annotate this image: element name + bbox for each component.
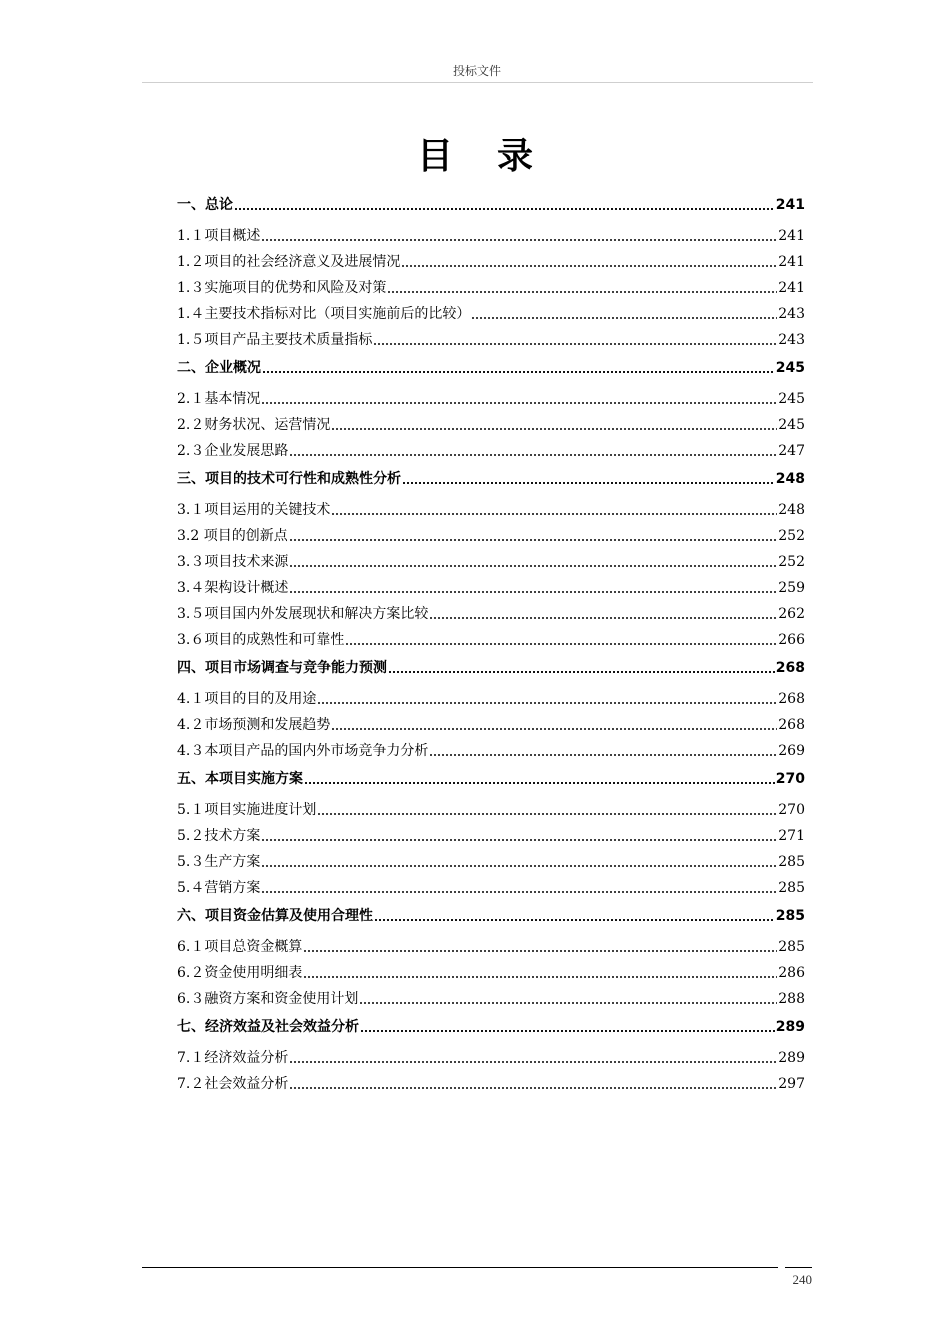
toc-entry-label: 3.５项目国内外发展现状和解决方案比较: [177, 606, 429, 622]
toc-entry-label: 7.２社会效益分析: [177, 1076, 289, 1092]
toc-dot-leader: [289, 447, 777, 457]
toc-entry-page: 241: [775, 197, 805, 213]
toc-entry-label: 6.２资金使用明细表: [177, 965, 303, 981]
toc-entry-page: 243: [778, 332, 805, 348]
toc-subsection-entry[interactable]: [177, 493, 805, 519]
toc-entry-page: 248: [778, 502, 805, 518]
toc-dot-leader: [289, 532, 778, 542]
toc-dot-leader: [471, 310, 777, 320]
toc-dot-leader: [234, 201, 775, 211]
toc-section-entry[interactable]: [177, 897, 805, 930]
toc-section-entry[interactable]: [177, 1008, 805, 1041]
toc-subsection-entry[interactable]: [177, 956, 805, 982]
toc-entry-label: 5.３生产方案: [177, 854, 261, 870]
toc-subsection-entry[interactable]: [177, 1041, 805, 1067]
toc-entry-label: 2.２财务状况、运营情况: [177, 417, 331, 433]
toc-dot-leader: [388, 664, 775, 674]
toc-dot-leader: [304, 775, 775, 785]
toc-entry-page: 245: [778, 391, 805, 407]
toc-dot-leader: [289, 558, 777, 568]
toc-entry-label: 6.３融资方案和资金使用计划: [177, 991, 359, 1007]
toc-entry-label: 6.１项目总资金概算: [177, 939, 303, 955]
toc-entry-label: 1.３实施项目的优势和风险及对策: [177, 280, 387, 296]
toc-subsection-entry[interactable]: [177, 245, 805, 271]
toc-entry-page: 268: [778, 691, 805, 707]
toc-entry-page: 297: [778, 1076, 805, 1092]
toc-section-entry[interactable]: [177, 760, 805, 793]
toc-entry-page: 248: [775, 471, 805, 487]
page-header: 投标文件: [452, 64, 501, 78]
toc-dot-leader: [401, 258, 777, 268]
toc-entry-label: 3.４架构设计概述: [177, 580, 289, 596]
toc-subsection-entry[interactable]: [177, 545, 805, 571]
toc-entry-label: 4.１项目的目的及用途: [177, 691, 317, 707]
toc-subsection-entry[interactable]: [177, 734, 805, 760]
toc-entry-page: 269: [778, 743, 805, 759]
toc-dot-leader: [373, 336, 777, 346]
toc-section-entry[interactable]: [177, 186, 805, 219]
toc-entry-page: 270: [775, 771, 805, 787]
toc-entry-page: 247: [778, 443, 805, 459]
page-number: 240: [792, 1272, 812, 1287]
toc-subsection-entry[interactable]: [177, 819, 805, 845]
toc-subsection-entry[interactable]: [177, 708, 805, 734]
toc-entry-page: 241: [778, 228, 805, 244]
toc-entry-label: 3.2 项目的创新点: [177, 528, 288, 544]
toc-dot-leader: [345, 636, 777, 646]
toc-subsection-entry[interactable]: [177, 871, 805, 897]
toc-entry-page: 241: [778, 280, 805, 296]
toc-dot-leader: [317, 695, 777, 705]
toc-entry-page: 241: [778, 254, 805, 270]
toc-entry-label: 三、项目的技术可行性和成熟性分析: [177, 471, 401, 487]
toc-entry-page: 252: [778, 554, 805, 570]
toc-entry-label: 3.６项目的成熟性和可靠性: [177, 632, 345, 648]
toc-subsection-entry[interactable]: [177, 930, 805, 956]
toc-entry-page: 285: [778, 880, 805, 896]
toc-entry-label: 一、总论: [177, 197, 233, 213]
toc-entry-label: 1.５项目产品主要技术质量指标: [177, 332, 373, 348]
toc-entry-page: 271: [778, 828, 805, 844]
toc-dot-leader: [289, 1054, 777, 1064]
toc-section-entry[interactable]: [177, 649, 805, 682]
toc-entry-label: 2.１基本情况: [177, 391, 261, 407]
toc-subsection-entry[interactable]: [177, 323, 805, 349]
toc-dot-leader: [331, 421, 777, 431]
toc-subsection-entry[interactable]: [177, 519, 805, 545]
toc-entry-label: 五、本项目实施方案: [177, 771, 303, 787]
toc-dot-leader: [331, 506, 777, 516]
toc-subsection-entry[interactable]: [177, 793, 805, 819]
toc-dot-leader: [262, 364, 775, 374]
toc-title: 目录: [416, 135, 577, 177]
toc-entry-page: 245: [775, 360, 805, 376]
toc-subsection-entry[interactable]: [177, 623, 805, 649]
toc-section-entry[interactable]: [177, 460, 805, 493]
toc-subsection-entry[interactable]: [177, 434, 805, 460]
toc-subsection-entry[interactable]: [177, 597, 805, 623]
toc-subsection-entry[interactable]: [177, 297, 805, 323]
toc-dot-leader: [402, 475, 775, 485]
toc-entry-label: 1.４主要技术指标对比（项目实施前后的比较）: [177, 306, 471, 322]
table-of-contents: [177, 186, 805, 1093]
toc-dot-leader: [387, 284, 777, 294]
toc-entry-label: 7.１经济效益分析: [177, 1050, 289, 1066]
toc-dot-leader: [261, 884, 777, 894]
toc-entry-page: 268: [778, 717, 805, 733]
toc-subsection-entry[interactable]: [177, 982, 805, 1008]
toc-entry-page: 266: [778, 632, 805, 648]
toc-dot-leader: [429, 747, 777, 757]
toc-dot-leader: [429, 610, 777, 620]
toc-dot-leader: [331, 721, 777, 731]
toc-dot-leader: [289, 1080, 777, 1090]
toc-entry-page: 285: [775, 908, 805, 924]
toc-entry-page: 285: [778, 854, 805, 870]
toc-entry-page: 268: [775, 660, 805, 676]
toc-entry-label: 1.１项目概述: [177, 228, 261, 244]
toc-dot-leader: [261, 395, 777, 405]
footer-divider: [142, 1267, 778, 1268]
toc-subsection-entry[interactable]: [177, 271, 805, 297]
toc-dot-leader: [261, 858, 777, 868]
toc-dot-leader: [303, 943, 777, 953]
toc-subsection-entry[interactable]: [177, 1067, 805, 1093]
toc-dot-leader: [303, 969, 777, 979]
toc-entry-label: 5.１项目实施进度计划: [177, 802, 317, 818]
toc-entry-page: 289: [775, 1019, 805, 1035]
toc-entry-label: 1.２项目的社会经济意义及进展情况: [177, 254, 401, 270]
toc-subsection-entry[interactable]: [177, 382, 805, 408]
toc-entry-label: 3.１项目运用的关键技术: [177, 502, 331, 518]
toc-entry-label: 2.３企业发展思路: [177, 443, 289, 459]
toc-dot-leader: [374, 912, 775, 922]
toc-dot-leader: [360, 1023, 775, 1033]
toc-entry-label: 4.２市场预测和发展趋势: [177, 717, 331, 733]
toc-entry-label: 5.４营销方案: [177, 880, 261, 896]
toc-entry-page: 245: [778, 417, 805, 433]
toc-entry-label: 4.３本项目产品的国内外市场竞争力分析: [177, 743, 429, 759]
footer-divider-short: [785, 1267, 812, 1268]
toc-subsection-entry[interactable]: [177, 219, 805, 245]
toc-entry-page: 262: [778, 606, 805, 622]
toc-entry-page: 259: [778, 580, 805, 596]
toc-dot-leader: [289, 584, 777, 594]
toc-entry-page: 286: [778, 965, 805, 981]
toc-section-entry[interactable]: [177, 349, 805, 382]
toc-dot-leader: [261, 832, 777, 842]
toc-entry-page: 243: [778, 306, 805, 322]
toc-entry-page: 289: [778, 1050, 805, 1066]
toc-dot-leader: [261, 232, 777, 242]
toc-entry-page: 270: [778, 802, 805, 818]
toc-dot-leader: [359, 995, 777, 1005]
toc-entry-label: 二、企业概况: [177, 360, 261, 376]
toc-entry-label: 四、项目市场调查与竞争能力预测: [177, 660, 387, 676]
header-divider: [142, 82, 813, 83]
toc-subsection-entry[interactable]: [177, 682, 805, 708]
toc-subsection-entry[interactable]: [177, 571, 805, 597]
toc-entry-page: 252: [778, 528, 805, 544]
toc-entry-label: 七、经济效益及社会效益分析: [177, 1019, 359, 1035]
toc-entry-page: 285: [778, 939, 805, 955]
toc-entry-label: 5.２技术方案: [177, 828, 261, 844]
toc-entry-label: 六、项目资金估算及使用合理性: [177, 908, 373, 924]
toc-entry-label: 3.３项目技术来源: [177, 554, 289, 570]
toc-dot-leader: [317, 806, 777, 816]
toc-subsection-entry[interactable]: [177, 845, 805, 871]
toc-subsection-entry[interactable]: [177, 408, 805, 434]
toc-entry-page: 288: [778, 991, 805, 1007]
